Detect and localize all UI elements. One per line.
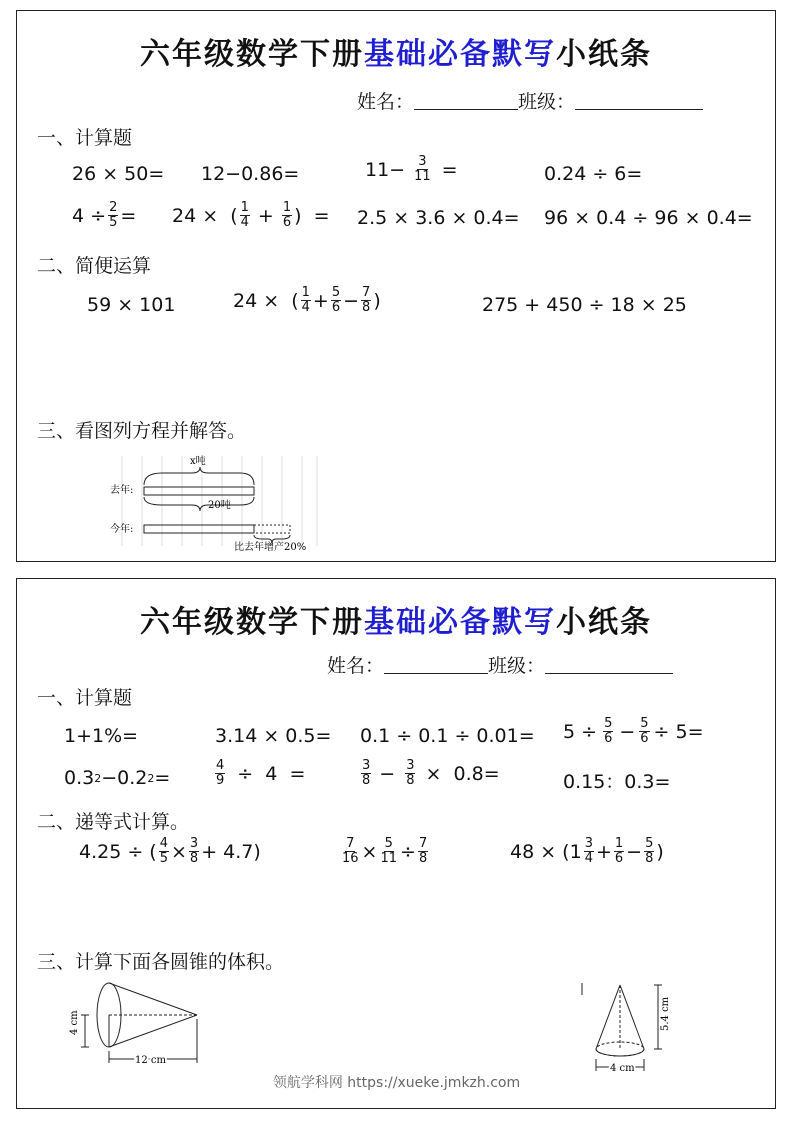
numerator: 1 bbox=[301, 285, 310, 300]
numerator: 7 bbox=[346, 836, 355, 851]
problem bbox=[172, 201, 330, 230]
numerator: 5 bbox=[331, 285, 341, 300]
expr: 2.5 × 3.6 × 0.4= bbox=[357, 207, 520, 229]
title-part: 六年级数学下册 bbox=[140, 605, 364, 640]
problem bbox=[339, 837, 430, 866]
fraction bbox=[189, 837, 199, 866]
fraction bbox=[159, 837, 169, 866]
expr: ) bbox=[373, 289, 381, 312]
fraction bbox=[584, 837, 594, 866]
last-year-bar bbox=[144, 487, 254, 495]
fraction bbox=[614, 837, 624, 866]
problem bbox=[357, 207, 520, 229]
expr: − bbox=[379, 762, 396, 785]
this-year-bar bbox=[144, 525, 254, 533]
expr: 3.14 × 0.5= bbox=[215, 725, 332, 747]
problem bbox=[510, 837, 664, 866]
problem bbox=[64, 725, 138, 747]
segment-diagram bbox=[102, 451, 332, 551]
fraction bbox=[405, 759, 415, 788]
expr: + 4.7) bbox=[201, 840, 261, 863]
denominator: 8 bbox=[418, 851, 428, 866]
numerator: 3 bbox=[362, 758, 371, 773]
x-ton-label: x吨 bbox=[190, 456, 206, 467]
footer-watermark: 领航学科网 https://xueke.jmkzh.com bbox=[272, 1075, 521, 1091]
expr: × bbox=[171, 840, 187, 863]
problem bbox=[482, 294, 687, 316]
expr: 4 ÷ bbox=[72, 204, 107, 227]
fraction bbox=[341, 837, 360, 866]
problem bbox=[201, 163, 299, 185]
problem bbox=[72, 163, 164, 185]
problem bbox=[359, 759, 500, 788]
fraction bbox=[301, 286, 311, 315]
title-highlight: 基础必备默写 bbox=[364, 605, 556, 640]
section-3-heading: 三、看图列方程并解答。 bbox=[37, 420, 247, 442]
numerator: 1 bbox=[282, 200, 292, 215]
denominator: 6 bbox=[614, 851, 624, 866]
numerator: 5 bbox=[604, 716, 613, 731]
name-class-row bbox=[357, 87, 703, 114]
cone-upright-figure bbox=[572, 979, 682, 1079]
fraction bbox=[361, 286, 371, 315]
expr: 0.1 ÷ 0.1 ÷ 0.01= bbox=[360, 725, 535, 747]
denominator: 8 bbox=[406, 773, 415, 788]
fraction bbox=[282, 201, 292, 230]
denominator: 4 bbox=[301, 300, 310, 315]
numerator: 2 bbox=[109, 200, 118, 215]
cone-lying-figure bbox=[57, 981, 227, 1071]
exponent: 2 bbox=[94, 771, 102, 785]
expr: = bbox=[441, 158, 458, 181]
x-brace bbox=[144, 467, 254, 485]
section-3-heading: 三、计算下面各圆锥的体积。 bbox=[37, 951, 285, 973]
expr: 0.15：0.3= bbox=[563, 771, 671, 793]
fraction bbox=[240, 201, 250, 230]
numerator: 1 bbox=[614, 836, 624, 851]
cone2-diameter-label: 4 cm bbox=[610, 1063, 635, 1074]
expr: 0.24 ÷ 6= bbox=[544, 163, 643, 185]
problem bbox=[544, 163, 642, 185]
denominator: 6 bbox=[331, 300, 341, 315]
problem bbox=[563, 717, 704, 746]
numerator: 4 bbox=[159, 836, 168, 851]
expr: 24 × ( bbox=[172, 204, 238, 227]
denominator: 4 bbox=[240, 215, 249, 230]
numerator: 4 bbox=[216, 758, 225, 773]
expr: 0.3 bbox=[64, 767, 95, 789]
problem bbox=[544, 207, 753, 229]
name-blank[interactable] bbox=[414, 91, 518, 110]
expr: × bbox=[361, 840, 378, 863]
problem bbox=[72, 201, 136, 230]
class-label: 班级： bbox=[518, 91, 576, 113]
cone1-length-label: 12 cm bbox=[135, 1055, 166, 1066]
expr: × 0.8= bbox=[425, 762, 500, 785]
fraction bbox=[215, 759, 225, 788]
expr: − bbox=[619, 720, 636, 743]
name-label: 姓名： bbox=[357, 91, 415, 113]
increase-bar bbox=[254, 525, 290, 533]
denominator: 8 bbox=[362, 773, 371, 788]
numerator: 7 bbox=[418, 836, 428, 851]
numerator: 3 bbox=[418, 154, 427, 169]
numerator: 3 bbox=[584, 836, 593, 851]
numerator: 1 bbox=[240, 200, 249, 215]
title-part: 小纸条 bbox=[556, 605, 652, 640]
expr: ) bbox=[656, 840, 664, 863]
this-year-label: 今年: bbox=[110, 524, 134, 535]
denominator: 11 bbox=[380, 851, 398, 866]
expr: ) = bbox=[294, 204, 330, 227]
expr: 4.25 ÷ ( bbox=[79, 840, 157, 863]
expr: 11− bbox=[365, 158, 406, 181]
expr: 5 ÷ bbox=[563, 720, 598, 743]
ton20-label: 20吨 bbox=[208, 500, 231, 511]
fraction bbox=[361, 759, 371, 788]
title-highlight: 基础必备默写 bbox=[364, 37, 556, 72]
denominator: 9 bbox=[216, 773, 225, 788]
expr: 59 × 101 bbox=[87, 294, 176, 316]
last-year-label: 去年: bbox=[110, 485, 134, 496]
denominator: 16 bbox=[342, 851, 359, 866]
numerator: 7 bbox=[362, 285, 371, 300]
exponent: 2 bbox=[147, 771, 155, 785]
fraction bbox=[639, 717, 649, 746]
problem bbox=[213, 759, 305, 788]
problem bbox=[360, 725, 535, 747]
expr: + bbox=[312, 289, 329, 312]
expr: + bbox=[595, 840, 612, 863]
expr: − bbox=[626, 840, 643, 863]
cone1-height-label: 4 cm bbox=[69, 1010, 80, 1035]
fraction bbox=[331, 286, 341, 315]
title-part: 小纸条 bbox=[556, 37, 652, 72]
denominator: 8 bbox=[645, 851, 654, 866]
fraction bbox=[644, 837, 654, 866]
numerator: 5 bbox=[384, 836, 393, 851]
fraction bbox=[379, 837, 398, 866]
denominator: 6 bbox=[640, 731, 649, 746]
fraction bbox=[108, 201, 118, 230]
name-class-row bbox=[327, 651, 673, 678]
expr: −0.2 bbox=[101, 767, 148, 789]
worksheet-card-2 bbox=[16, 578, 776, 1109]
denominator: 8 bbox=[362, 300, 371, 315]
denominator: 8 bbox=[189, 851, 199, 866]
denominator: 5 bbox=[159, 851, 168, 866]
expr: 1+1%= bbox=[64, 725, 139, 747]
section-1-heading: 一、计算题 bbox=[37, 127, 133, 149]
expr: = bbox=[154, 767, 171, 789]
expr: + bbox=[257, 204, 274, 227]
denominator: 11 bbox=[414, 169, 431, 184]
numerator: 5 bbox=[640, 716, 649, 731]
expr: 48 × (1 bbox=[510, 840, 582, 863]
worksheet-title bbox=[17, 597, 775, 641]
denominator: 4 bbox=[584, 851, 593, 866]
problem bbox=[79, 837, 261, 866]
section-1-heading: 一、计算题 bbox=[37, 687, 133, 709]
fraction bbox=[413, 155, 432, 184]
expr: 24 × ( bbox=[233, 289, 299, 312]
problem bbox=[233, 286, 381, 315]
worksheet-title bbox=[17, 29, 775, 73]
ton20-brace bbox=[144, 497, 254, 511]
expr: 26 × 50= bbox=[72, 163, 165, 185]
expr: ÷ bbox=[400, 840, 416, 863]
section-2-heading: 二、简便运算 bbox=[37, 255, 152, 277]
problem bbox=[563, 767, 670, 794]
problem bbox=[365, 155, 458, 184]
expr: ÷ 5= bbox=[653, 720, 704, 743]
problem bbox=[64, 767, 170, 789]
expr: 96 × 0.4 ÷ 96 × 0.4= bbox=[544, 207, 753, 229]
denominator: 6 bbox=[604, 731, 613, 746]
worksheet-card-1 bbox=[16, 10, 776, 562]
numerator: 3 bbox=[406, 758, 415, 773]
numerator: 3 bbox=[189, 836, 199, 851]
expr: 275 + 450 ÷ 18 × 25 bbox=[482, 294, 687, 316]
fraction bbox=[418, 837, 428, 866]
problem bbox=[215, 725, 331, 747]
name-blank[interactable] bbox=[384, 655, 488, 674]
denominator: 5 bbox=[109, 215, 118, 230]
increase-note: 比去年增产20% bbox=[234, 542, 307, 551]
class-blank[interactable] bbox=[575, 91, 703, 110]
class-blank[interactable] bbox=[545, 655, 673, 674]
denominator: 6 bbox=[282, 215, 292, 230]
class-label: 班级： bbox=[488, 655, 546, 677]
expr: − bbox=[343, 289, 360, 312]
name-label: 姓名： bbox=[327, 655, 385, 677]
expr: ÷ 4 = bbox=[237, 762, 306, 785]
problem bbox=[87, 294, 175, 316]
fraction bbox=[603, 717, 613, 746]
expr: = bbox=[120, 204, 137, 227]
numerator: 5 bbox=[645, 836, 654, 851]
title-part: 六年级数学下册 bbox=[140, 37, 364, 72]
section-2-heading: 二、递等式计算。 bbox=[37, 811, 190, 833]
expr: 12−0.86= bbox=[201, 163, 300, 185]
cone2-height-label: 5.4 cm bbox=[660, 996, 671, 1031]
